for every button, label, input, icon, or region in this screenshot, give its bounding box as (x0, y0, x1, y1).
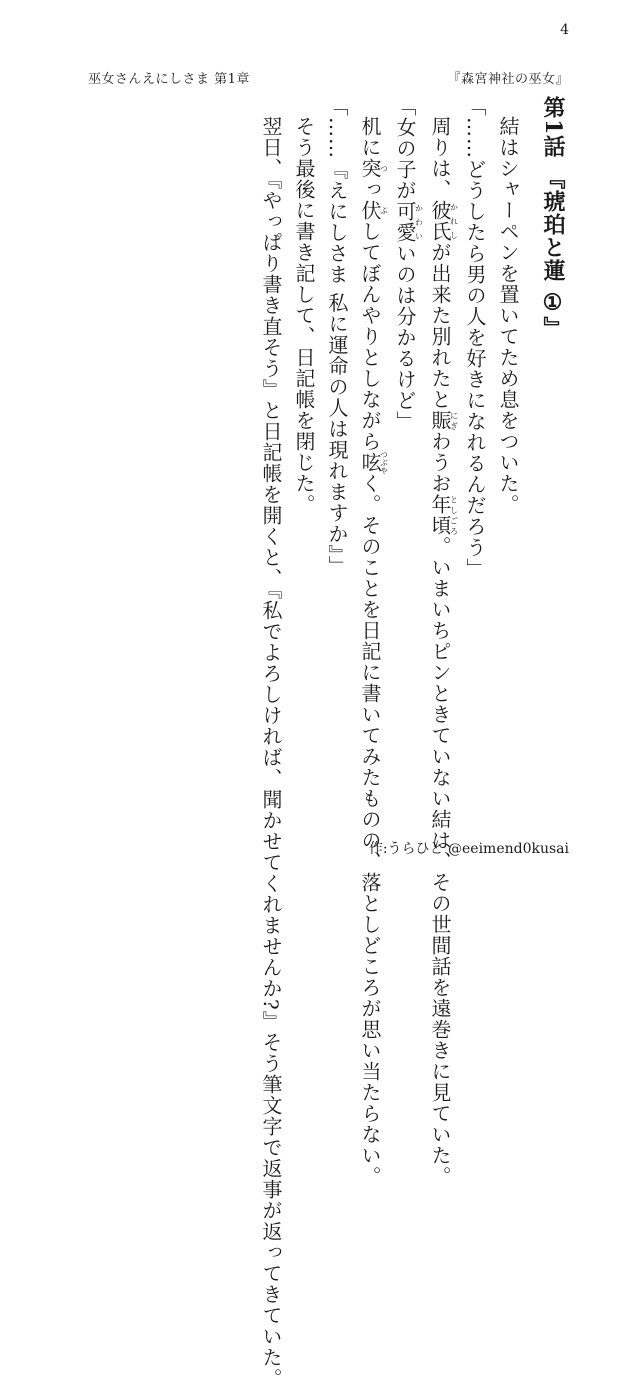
running-header-story-title: 『森宮神社の巫女』 (447, 72, 569, 87)
furigana-word (428, 494, 459, 536)
running-header-book-title: 巫女さんえにしさま 第1章 (88, 72, 250, 87)
narration-paragraph (491, 96, 524, 826)
text-segment: 周りは、 (428, 116, 452, 200)
text-segment: 翌日、『やっぱり書き直そう』と日記帳を開くと、『私でよろしければ、聞かせてくれませんか?』そう筆文字で返事が返ってきていた。 (259, 116, 283, 1389)
ruby-base: 彼氏 (428, 200, 452, 242)
furigana-reading: としごろ (449, 494, 459, 536)
text-segment: そう最後に書き記して、日記帳を閉じた。 (292, 116, 316, 515)
ruby-base: 呟 (358, 450, 382, 475)
furigana-reading: にぎ (449, 410, 459, 431)
text-segment: が出来た別れたと (428, 242, 452, 410)
furigana-word (358, 450, 389, 475)
furigana-reading: ぷ (379, 200, 389, 221)
ruby-base: 伏 (358, 200, 382, 221)
page-number: 4 (560, 22, 569, 38)
furigana-reading: つ (379, 158, 389, 179)
furigana-word (428, 410, 459, 431)
furigana-word (358, 200, 389, 221)
text-segment: 結はシャーペンを置いてため息をついた。 (496, 116, 520, 515)
dialogue-line (388, 96, 423, 826)
text-segment: 「女の子が (393, 96, 417, 201)
text-segment: してぼんやりとしながら (358, 221, 382, 452)
ruby-base: 賑 (428, 410, 452, 431)
text-segment: いのは分かるけど」 (393, 243, 417, 432)
ruby-base: 可愛 (393, 201, 417, 243)
chapter-title: 第1話 『琥珀と蓮 ①』 (540, 96, 566, 340)
dialogue-line (320, 96, 353, 826)
text-segment: 「……どうしたら男の人を好きになれるんだろう」 (463, 96, 487, 579)
narration-paragraph (287, 96, 320, 826)
furigana-reading: かれし (449, 200, 459, 242)
furigana-word (428, 200, 459, 242)
narration-paragraph (353, 96, 389, 1187)
text-segment: っ (358, 179, 382, 200)
author-credit: 作:うらひと @eeimend0kusai (368, 841, 569, 857)
furigana-reading: つぶや (379, 450, 389, 475)
text-segment: わうお (428, 431, 452, 494)
narration-paragraph (254, 96, 287, 1389)
text-segment: 「……『えにしさま 私に運命の人は現れますか』」 (325, 96, 349, 577)
ruby-base: 年頃 (428, 494, 452, 536)
furigana-word (393, 201, 424, 243)
text-segment: く。そのことを日記に書いてみたものの、落としどころが思い当たらない。 (358, 473, 382, 1187)
furigana-word (358, 158, 389, 179)
text-segment: 。いまいちピンときていない結は、その世間話を遠巻きに見ていた。 (428, 536, 452, 1187)
furigana-reading: かわい (414, 201, 424, 243)
ruby-base: 突 (358, 158, 382, 179)
narration-paragraph (423, 96, 459, 1187)
dialogue-line (458, 96, 491, 826)
text-segment: 机に (358, 116, 382, 158)
